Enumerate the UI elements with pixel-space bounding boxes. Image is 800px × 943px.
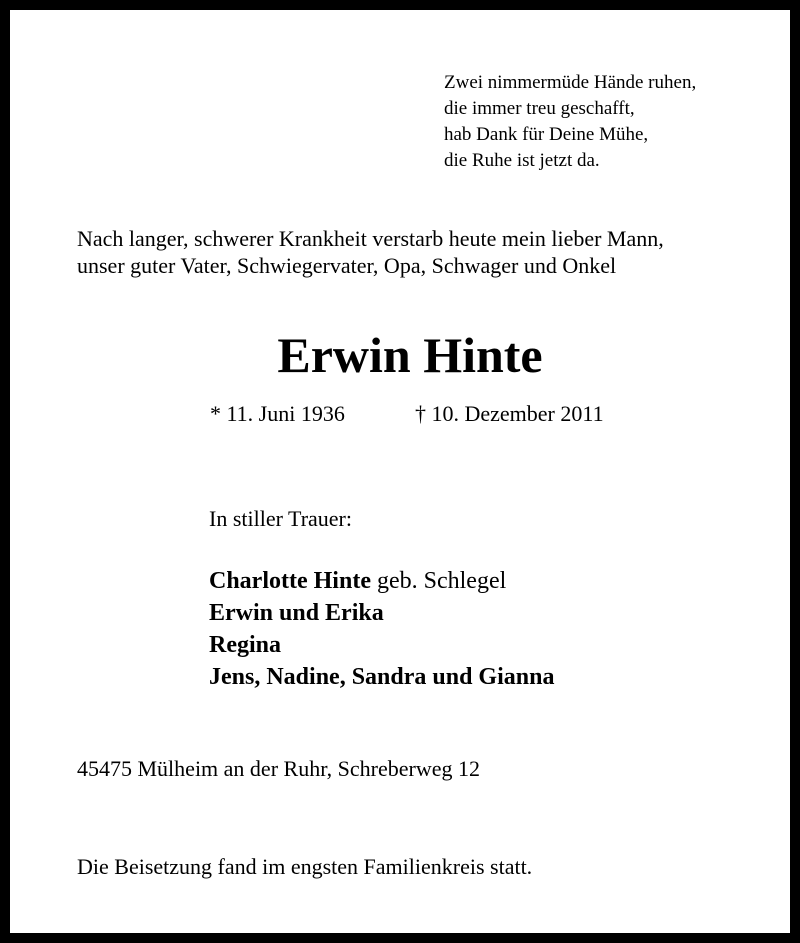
poem-line: die Ruhe ist jetzt da.: [444, 150, 600, 171]
mourners-list: [209, 565, 554, 693]
mourner-name: Erwin und Erika: [209, 600, 384, 626]
poem-line: die immer treu geschafft,: [444, 98, 635, 119]
family-address: 45475 Mülheim an der Ruhr, Schreberweg 12: [77, 756, 480, 781]
poem: [444, 70, 696, 174]
announcement-line: Nach langer, schwerer Krankheit verstarb heute mein lieber Mann,: [77, 226, 664, 251]
birth-date: * 11. Juni 1936: [210, 401, 345, 426]
mourning-heading: In stiller Trauer:: [209, 506, 352, 531]
mourner-name: Jens, Nadine, Sandra und Gianna: [209, 664, 555, 690]
deceased-name: Erwin Hinte: [277, 327, 543, 383]
mourner-spouse-suffix: geb. Schlegel: [370, 568, 507, 594]
announcement-line: unser guter Vater, Schwiegervater, Opa, Schwager und Onkel: [77, 253, 617, 278]
announcement-text: [77, 225, 664, 279]
mourner-name: Regina: [209, 632, 281, 658]
funeral-note: Die Beisetzung fand im engsten Familienkreis statt.: [77, 854, 533, 879]
poem-line: Zwei nimmermüde Hände ruhen,: [444, 72, 697, 93]
mourner-entry: [209, 629, 554, 661]
mourner-entry: [209, 565, 554, 597]
mourner-entry: [209, 597, 554, 629]
poem-line: hab Dank für Deine Mühe,: [444, 124, 649, 145]
mourner-entry: [209, 661, 554, 693]
mourner-spouse-name: Charlotte Hinte: [209, 568, 371, 594]
death-date: † 10. Dezember 2011: [415, 401, 604, 426]
